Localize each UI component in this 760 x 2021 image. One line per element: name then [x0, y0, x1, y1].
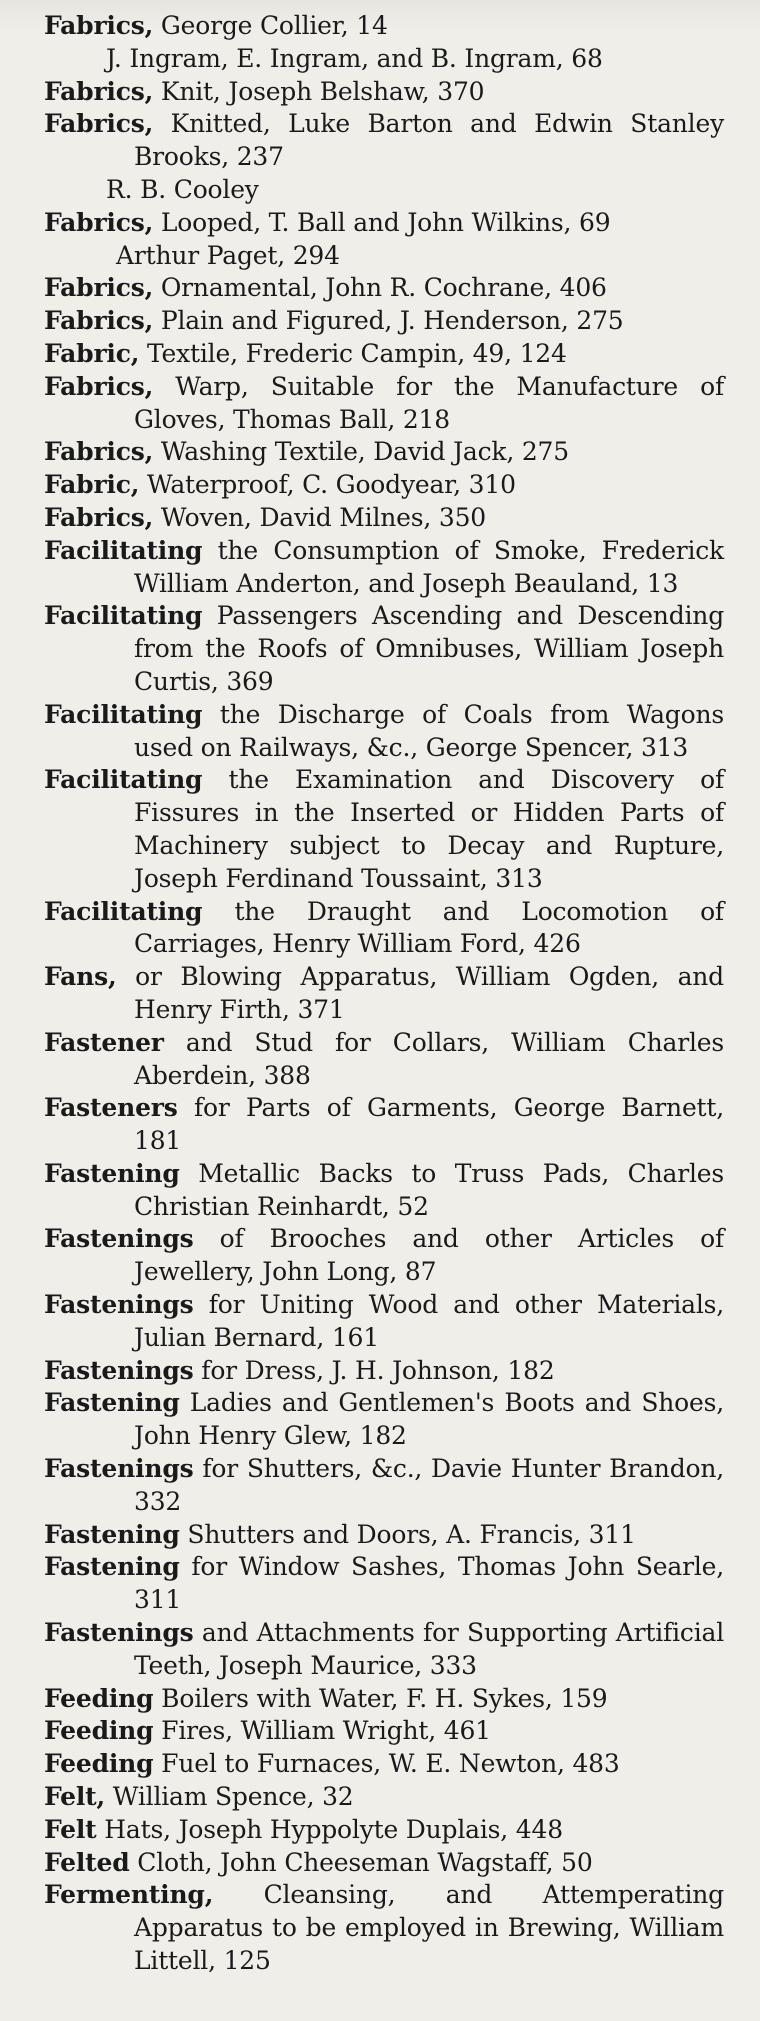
entry-keyword: Fabric, — [44, 338, 140, 368]
index-entry — [44, 1617, 724, 1683]
entry-keyword: Fabrics, — [44, 371, 154, 401]
entry-text: for Shutters, &c., Davie Hunter Brandon, 332 — [134, 1454, 724, 1516]
index-entry — [44, 10, 724, 43]
index-entry — [44, 174, 724, 207]
entry-keyword: Facilitating — [44, 601, 203, 631]
index-entry-list — [44, 10, 724, 1978]
entry-text: and Attachments for Supporting Artificial Teeth, Joseph Maurice, 333 — [134, 1618, 724, 1680]
entry-text: R. B. Cooley — [106, 174, 259, 204]
entry-keyword: Fabrics, — [44, 502, 154, 532]
index-entry — [44, 1715, 724, 1748]
entry-keyword: Felt, — [44, 1782, 106, 1812]
entry-text: J. Ingram, E. Ingram, and B. Ingram, 68 — [106, 43, 603, 73]
entry-text: for Window Sashes, Thomas John Searle, 311 — [134, 1552, 724, 1615]
entry-keyword: Fastening — [44, 1158, 180, 1188]
index-entry — [44, 1092, 724, 1158]
entry-keyword: Feeding — [44, 1683, 154, 1713]
index-entry — [44, 1453, 724, 1519]
entry-text: for Uniting Wood and other Materials, Julian Bernard, 161 — [134, 1290, 724, 1352]
entry-text: Looped, T. Ball and John Wilkins, 69 — [153, 207, 611, 237]
entry-text: Ornamental, John R. Cochrane, 406 — [153, 273, 607, 303]
entry-text: Shutters and Doors, A. Francis, 311 — [179, 1519, 636, 1549]
entry-keyword: Fastenings — [44, 1454, 194, 1484]
index-entry — [44, 240, 724, 273]
entry-keyword: Fastenings — [44, 1355, 194, 1385]
index-entry — [44, 1355, 724, 1388]
index-entry — [44, 207, 724, 240]
entry-keyword: Feeding — [44, 1749, 154, 1779]
entry-keyword: Fastening — [44, 1388, 180, 1418]
entry-text: or Blowing Apparatus, William Ogden, and Henry Firth, 371 — [116, 962, 724, 1024]
entry-text: for Parts of Garments, George Barnett, 181 — [134, 1093, 724, 1156]
entry-keyword: Fastening — [44, 1519, 180, 1549]
index-entry — [44, 699, 724, 765]
index-entry — [44, 961, 724, 1027]
entry-keyword: Fabrics, — [44, 273, 154, 303]
entry-keyword: Facilitating — [44, 535, 203, 565]
entry-keyword: Fastener — [44, 1027, 164, 1057]
entry-keyword: Fastenings — [44, 1290, 194, 1320]
index-entry — [44, 764, 724, 895]
entry-keyword: Fabrics, — [44, 207, 154, 237]
entry-keyword: Fabrics, — [44, 11, 154, 40]
index-entry — [44, 305, 724, 338]
entry-text: Metallic Backs to Truss Pads, Charles Christian Reinhardt, 52 — [134, 1158, 724, 1221]
entry-text: Knitted, Luke Barton and Edwin Stanley Brooks, 237 — [134, 109, 724, 172]
entry-text: Warp, Suitable for the Manufacture of Gloves, Thomas Ball, 218 — [134, 371, 724, 434]
index-entry — [44, 76, 724, 109]
index-entry — [44, 1781, 724, 1814]
entry-keyword: Fabrics, — [44, 109, 154, 139]
index-entry — [44, 896, 724, 962]
entry-text: Woven, David Milnes, 350 — [153, 502, 486, 532]
index-entry — [44, 1814, 724, 1847]
entry-text: Textile, Frederic Campin, 49, 124 — [139, 338, 567, 368]
entry-text: Fuel to Furnaces, W. E. Newton, 483 — [153, 1749, 620, 1779]
entry-text: George Collier, 14 — [153, 11, 388, 40]
entry-keyword: Fabrics, — [44, 306, 154, 336]
entry-keyword: Fabric, — [44, 470, 140, 500]
index-entry — [44, 1223, 724, 1289]
entry-keyword: Fans, — [44, 962, 117, 992]
index-entry — [44, 1027, 724, 1093]
entry-text: Boilers with Water, F. H. Sykes, 159 — [153, 1683, 608, 1713]
index-entry — [44, 338, 724, 371]
entry-text: Knit, Joseph Belshaw, 370 — [153, 76, 485, 106]
index-entry — [44, 1289, 724, 1355]
entry-text: and Stud for Collars, William Charles Aberdein, 388 — [134, 1027, 724, 1090]
entry-text: of Brooches and other Articles of Jewellery, John Long, 87 — [134, 1224, 724, 1287]
entry-text: for Dress, J. H. Johnson, 182 — [193, 1355, 555, 1385]
entry-text: Cloth, John Cheeseman Wagstaff, 50 — [129, 1847, 593, 1877]
entry-keyword: Felt — [44, 1814, 97, 1844]
index-entry — [44, 1551, 724, 1617]
index-entry — [44, 502, 724, 535]
entry-keyword: Fastening — [44, 1552, 180, 1582]
entry-keyword: Fabrics, — [44, 76, 154, 106]
entry-text: Arthur Paget, 294 — [116, 240, 340, 270]
entry-keyword: Felted — [44, 1847, 130, 1877]
entry-text: Ladies and Gentlemen's Boots and Shoes, John Henry Glew, 182 — [134, 1388, 724, 1451]
entry-keyword: Fastenings — [44, 1224, 194, 1254]
entry-text: the Examination and Discovery of Fissures in the Inserted or Hidden Parts of Machinery subject to Decay and Rupture, Joseph Ferdinand Toussaint, 313 — [134, 765, 724, 893]
entry-text: the Discharge of Coals from Wagons used on Railways, &c., George Spencer, 313 — [134, 699, 724, 762]
index-entry — [44, 108, 724, 174]
entry-keyword: Fermenting, — [44, 1880, 214, 1910]
index-entry — [44, 1519, 724, 1552]
index-entry — [44, 436, 724, 469]
index-entry — [44, 1683, 724, 1716]
entry-keyword: Fabrics, — [44, 437, 154, 467]
entry-keyword: Fastenings — [44, 1618, 194, 1648]
index-entry — [44, 371, 724, 437]
entry-text: William Spence, 32 — [105, 1782, 354, 1812]
index-entry — [44, 43, 724, 76]
entry-text: Washing Textile, David Jack, 275 — [153, 437, 569, 467]
entry-text: Fires, William Wright, 461 — [153, 1716, 491, 1746]
entry-text: the Consumption of Smoke, Frederick William Anderton, and Joseph Beauland, 13 — [134, 535, 724, 598]
entry-text: Plain and Figured, J. Henderson, 275 — [153, 306, 624, 336]
entry-keyword: Facilitating — [44, 896, 203, 926]
entry-text: Hats, Joseph Hyppolyte Duplais, 448 — [96, 1814, 563, 1844]
entry-keyword: Fasteners — [44, 1093, 178, 1123]
entry-keyword: Facilitating — [44, 765, 203, 795]
index-entry — [44, 535, 724, 601]
index-entry — [44, 600, 724, 698]
index-entry — [44, 1158, 724, 1224]
index-entry — [44, 1879, 724, 1977]
entry-text: the Draught and Locomotion of Carriages, Henry William Ford, 426 — [134, 896, 724, 959]
entry-text: Cleansing, and Attemperating Apparatus to be employed in Brewing, William Littell, 125 — [134, 1880, 724, 1976]
entry-text: Passengers Ascending and Descending from the Roofs of Omnibuses, William Joseph Curtis, 369 — [134, 601, 724, 696]
index-entry — [44, 272, 724, 305]
index-entry — [44, 1748, 724, 1781]
index-entry — [44, 1387, 724, 1453]
entry-keyword: Facilitating — [44, 699, 203, 729]
index-entry — [44, 469, 724, 502]
entry-keyword: Feeding — [44, 1716, 154, 1746]
index-entry — [44, 1847, 724, 1880]
entry-text: Waterproof, C. Goodyear, 310 — [139, 470, 516, 500]
